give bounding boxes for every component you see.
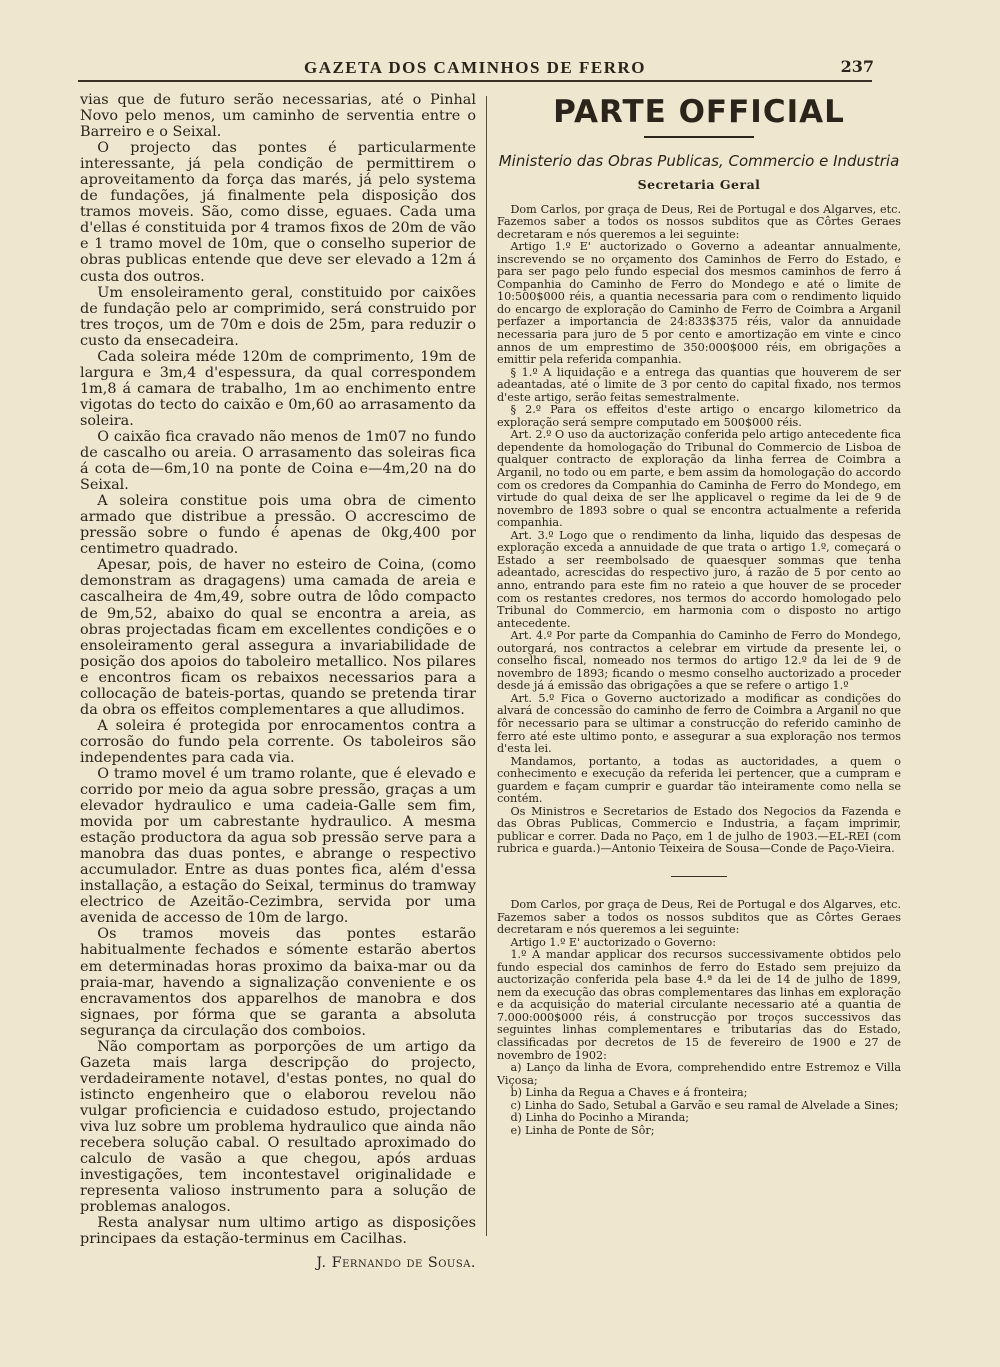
- article-paragraph: A soleira constitue pois uma obra de cimento armado que distribue a pressão. O accrescimo de pressão sobre o fundo é apenas de 0kg,400 por centimetro quadrado.: [80, 493, 476, 558]
- decree-list-item: d) Linha do Pocinho a Miranda;: [510, 1111, 690, 1125]
- decree-paragraph: § 1.º A liquidação e a entrega das quantias que houverem de ser adeantadas, até o limite de 3 por cento do capital fixado, nos termos d'este artigo, serão feitas semestralmente.: [497, 365, 901, 404]
- decree-list-item: b) Linha da Regua a Chaves e á fronteira;: [510, 1086, 748, 1100]
- right-column: [497, 92, 901, 1137]
- decree-divider: [671, 876, 727, 877]
- page-number: 237: [840, 57, 874, 76]
- article-paragraph: O tramo movel é um tramo rolante, que é elevado e corrido por meio da agua sobre pressão, graças a um elevador hydraulico e uma cadeia-Galle sem fim, movida por um cabrestante hydraulico. A mesma estação productora da agua sob pressão serve para a manobra das duas pontes, e abrange o respectivo accumulador. Entre as duas pontes fica, além d'essa installação, a estação do Seixal, terminus do tramway electrico de Azeitão-Cezimbra, servida por uma avenida de accesso de 10m de largo.: [80, 765, 476, 927]
- decree-paragraph: Dom Carlos, por graça de Deus, Rei de Portugal e dos Algarves, etc. Fazemos saber a todos os nossos subditos que as Côrtes Geraes decretaram e nós queremos a lei seguinte:: [497, 897, 901, 937]
- article-paragraph: Não comportam as porporções de um artigo da Gazeta mais larga descripção do projecto, verdadeiramente notavel, d'estas pontes, no qual do istincto engenheiro que o elaborou revelou não vulgar proficiencia e cuidadoso estudo, projectando viva luz sobre um problema hydraulico que ainda não recebera solução cabal. O resultado aproximado do calculo de vasão a que chegou, após arduas investigações, tem incontestavel originalidade e representa valioso instrumento para a solução de problemas analogos.: [80, 1038, 476, 1216]
- article-paragraph: Cada soleira méde 120m de comprimento, 19m de largura e 3m,4 d'espessura, da qual correspondem 1m,8 á camara de trabalho, 1m ao enchimento entre vigotas do tecto do caixão e 0m,60 ao arrasamento da soleira.: [80, 348, 476, 429]
- decree-list-item: e) Linha de Ponte de Sôr;: [510, 1123, 655, 1137]
- decree-paragraph: § 2.º Para os effeitos d'este artigo o encargo kilometrico da exploração será sempre computado em 500$000 réis.: [497, 403, 901, 429]
- decree-paragraph: Art. 5.º Fica o Governo auctorizado a modificar as condições do alvará de concessão do caminho de ferro de Coimbra a Arganil no que fôr necessario para se ultimar a construcção do referido caminho de ferro até este ultimo ponto, e assegurar a sua exploração nos termos d'esta lei.: [497, 691, 901, 756]
- page-header: [78, 54, 872, 82]
- decree-list-item: a) Lanço da linha de Evora, comprehendido entre Estremoz e Villa Viçosa;: [497, 1061, 901, 1087]
- article-paragraph: A soleira é protegida por enrocamentos contra a corrosão do fundo pela corrente. Os taboleiros são independentes para cada via.: [80, 717, 476, 766]
- left-column: [80, 92, 476, 1271]
- article-paragraph: Apesar, pois, de haver no esteiro de Coina, (como demonstram as dragagens) uma camada de areia e cascalheira de 4m,49, sobre outra de lôdo compacto de 9m,52, abaixo do qual se encontra a areia, as obras projectadas ficam em excellentes condições e o ensoleiramento geral assegura a invariabilidade de posição dos apoios do taboleiro metallico. Nos pilares e encontros ficam os rebaixos necessarios para a collocação de bateis-portas, quando se pretenda tirar da obra os effeitos complementares a que alludimos.: [80, 557, 476, 718]
- decree-paragraph: Os Ministros e Secretarios de Estado dos Negocios da Fazenda e das Obras Publicas, Commercio e Industria, a façam imprimir, publicar e correr. Dada no Paço, em 1 de julho de 1903.—EL-REI (com rubrica e guarda.)—Antonio Teixeira de Sousa—Conde de Paço-Vieira.: [497, 804, 901, 856]
- article-paragraph: Um ensoleiramento geral, constituido por caixões de fundação pelo ar comprimido, será construido por tres troços, um de 70m e dois de 25m, para reduzir o custo da ensecadeira.: [80, 284, 476, 349]
- article-paragraph: Resta analysar num ultimo artigo as disposições principaes da estação-terminus em Cacilhas.: [80, 1215, 476, 1248]
- decree-paragraph: Art. 3.º Logo que o rendimento da linha, liquido das despesas de exploração exceda a annuidade de que trata o artigo 1.º, começará o Estado a ser reembolsado de quaesquer sommas que tenha adeantado, acrescidas do respectivo juro, á razão de 5 por cento ao anno, entrando para este fim no rateio a que houver de se proceder com os restantes credores, nos termos do accordo homologado pelo Tribunal do Commercio, em harmonia com o disposto no artigo antecedente.: [497, 528, 901, 630]
- decree-paragraph: Art. 2.º O uso da auctorização conferida pelo artigo antecedente fica dependente da homologação do Tribunal do Commercio de Lisboa de qualquer contracto de exploração da linha ferrea de Coimbra a Arganil, no todo ou em parte, e bem assim da homologação do accordo com os credores da Companhia do Caminha de Ferro do Mondego, em virtude do qual deixa de ser lhe applicavel o regime da lei de 9 de novembro de 1893 sobre o qual se encontra actualmente a referida companhia.: [497, 428, 901, 530]
- article-paragraph: O projecto das pontes é particularmente interessante, já pela condição de permittirem o aproveitamento da força das marés, já pelo systema de fundações, já finalmente pela disposição dos tramos moveis. São, como disse, eguaes. Cada uma d'ellas é constituida por 4 tramos fixos de 20m de vão e 1 tramo movel de 10m, que o conselho superior de obras publicas entende que deve ser elevado a 12m á custa dos outros.: [80, 140, 476, 285]
- decree-paragraph: Art. 4.º Por parte da Companhia do Caminho de Ferro do Mondego, outorgará, nos contractos a celebrar em virtude da presente lei, o conselho fiscal, nomeado nos termos do artigo 12.º da lei de 9 de novembro de 1893; ficando o mesmo conselho auctorizado a proceder desde já á emissão das obrigações a que se refere o artigo 1.º: [497, 629, 901, 693]
- column-divider: [486, 96, 487, 1236]
- article-paragraph: O caixão fica cravado não menos de 1m07 no fundo de cascalho ou areia. O arrasamento das soleiras fica á cota de—6m,10 na ponte de Coina e—4m,20 na do Seixal.: [80, 428, 476, 494]
- secretaria-heading: Secretaria Geral: [637, 177, 761, 192]
- article-paragraph: vias que de futuro serão necessarias, até o Pinhal Novo pelo menos, um caminho de serventia entre o Barreiro e o Seixal.: [80, 92, 476, 141]
- periodical-title: GAZETA DOS CAMINHOS DE FERRO: [303, 58, 647, 77]
- article-paragraph: Os tramos moveis das pontes estarão habitualmente fechados e sómente estarão abertos em determinadas horas proximo da baixa-mar ou da praia-mar, havendo a signalização conveniente e os encravamentos dos apparelhos de manobra e dos signaes, por fórma que se garanta a absoluta segurança da circulação dos comboios.: [80, 926, 476, 1039]
- decree-paragraph: 1.º A mandar applicar dos recursos successivamente obtidos pelo fundo especial dos caminhos de ferro do Estado sem prejuizo da auctorização conferida pela base 4.ª da lei de 14 de julho de 1899, nem da execução das obras complementares das linhas em exploração e da acquisição do material circulante necessario até a quantia de 7.000:000$000 réis, á construcção por troços successivos das seguintes linhas complementares e tributarias das do Estado, classificadas por decretos de 15 de fevereiro de 1900 e 27 de novembro de 1902:: [497, 948, 901, 1062]
- ministry-heading: Ministerio das Obras Publicas, Commercio e Industria: [498, 152, 900, 170]
- decree-paragraph: Dom Carlos, por graça de Deus, Rei de Portugal e dos Algarves, etc. Fazemos saber a todos os nossos subditos que as Côrtes Geraes decretaram e nós queremos a lei seguinte:: [497, 202, 901, 241]
- decree-paragraph: Mandamos, portanto, a todas as auctoridades, a quem o conhecimento e execução da referida lei pertencer, que a cumpram e guardem e façam cumprir e guardar tão inteiramente como nella se contém.: [497, 754, 901, 806]
- decree-paragraph: Artigo 1.º E' auctorizado o Governo:: [510, 935, 716, 949]
- author-signature: J. Fernando de Sousa.: [316, 1255, 476, 1272]
- decree-paragraph: Artigo 1.º E' auctorizado o Governo a adeantar annualmente, inscrevendo se no orçamento dos Caminhos de Ferro do Estado, e para ser pago pelo fundo especial dos mesmos caminhos de ferro á Companhia do Caminho de Ferro do Mondego e até o limite de 10:500$000 réis, a quantia necessaria para com o rendimento liquido do encargo de exploração do Caminho de Ferro de Coimbra a Arganil perfazer a importancia de 24:833$375 réis, valor da annuidade necessaria para juro de 5 por cento e amortização em vinte e cinco annos de um emprestimo de 350:000$000 réis, em obrigações a emittir pela referida companhia.: [497, 240, 901, 367]
- title-rule: [644, 136, 754, 138]
- section-title: PARTE OFFICIAL: [553, 94, 845, 130]
- decree-list-item: c) Linha do Sado, Setubal a Garvão e seu ramal de Alvelade a Sines;: [510, 1098, 899, 1112]
